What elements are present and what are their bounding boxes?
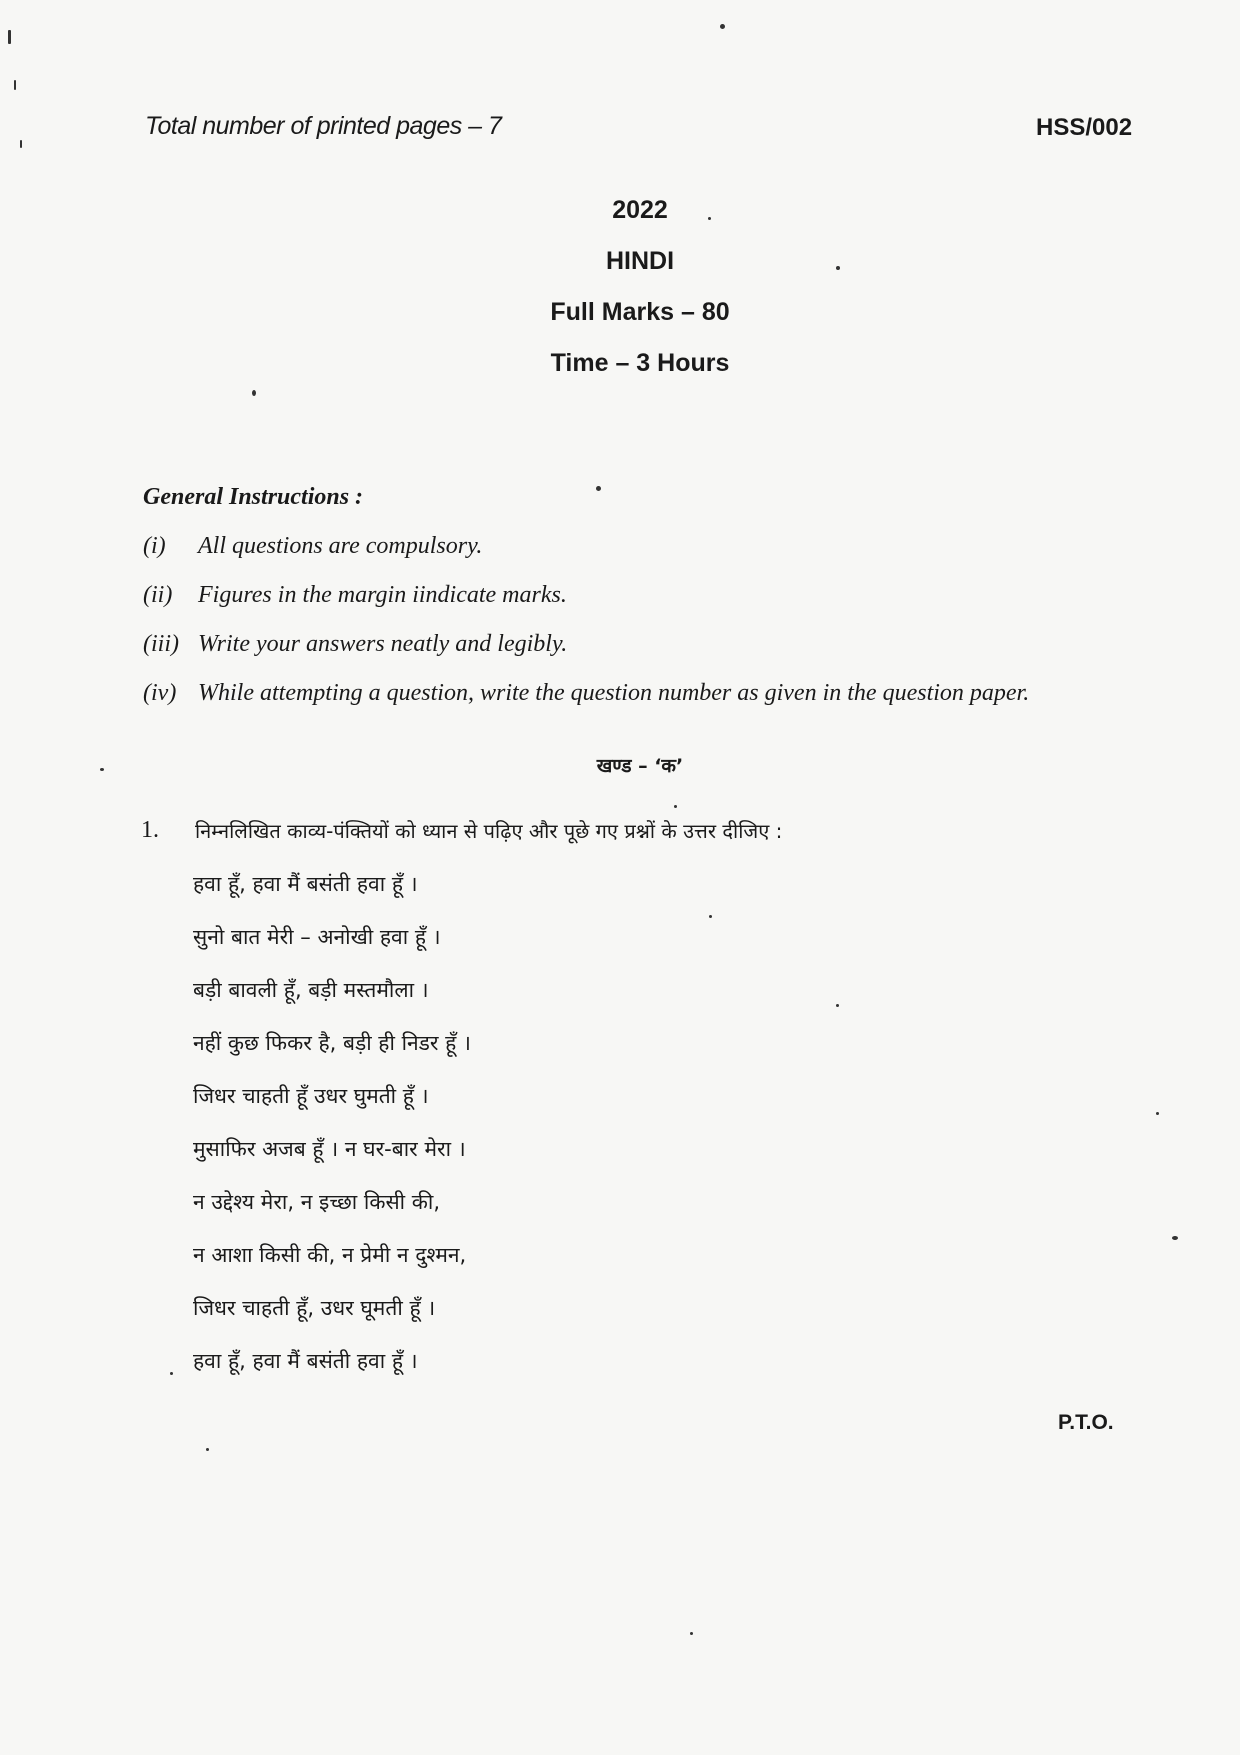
scan-speck <box>690 1632 693 1635</box>
instruction-item <box>143 680 1029 707</box>
poem-line: जिधर चाहती हूँ उधर घुमती हूँ । <box>193 1084 429 1108</box>
poem-line: बड़ी बावली हूँ, बड़ी मस्तमौला । <box>193 978 429 1002</box>
instructions-heading: General Instructions : <box>143 484 364 510</box>
instruction-item <box>143 533 482 560</box>
poem-line: न उद्देश्य मेरा, न इच्छा किसी की, <box>193 1190 441 1214</box>
poem-line: मुसाफिर अजब हूँ । न घर-बार मेरा । <box>193 1137 466 1161</box>
instruction-text: While attempting a question, write the question number as given in the question paper. <box>198 680 1030 706</box>
instruction-number: (i) <box>143 533 166 559</box>
question-prompt: निम्नलिखित काव्य-पंक्तियों को ध्यान से पढ़िए और पूछे गए प्रश्नों के उत्तर दीजिए : <box>195 819 783 843</box>
poem-line: हवा हूँ, हवा मैं बसंती हवा हूँ । <box>193 872 418 896</box>
instruction-text: Figures in the margin iindicate marks. <box>198 582 567 608</box>
poem-line: न आशा किसी की, न प्रेमी न दुश्मन, <box>193 1243 467 1267</box>
scan-speck <box>170 1372 173 1375</box>
scan-speck <box>709 915 712 918</box>
instruction-text: Write your answers neatly and legibly. <box>198 631 568 657</box>
scan-speck <box>596 486 601 491</box>
scan-speck <box>1156 1112 1159 1115</box>
instruction-item <box>143 631 567 658</box>
poem-line: जिधर चाहती हूँ, उधर घूमती हूँ । <box>193 1296 436 1320</box>
scan-speck <box>206 1448 209 1451</box>
scan-speck <box>836 1004 839 1007</box>
instruction-text: All questions are compulsory. <box>198 533 483 559</box>
printed-pages-note: Total number of printed pages – 7 <box>145 112 502 140</box>
scan-speck <box>8 30 11 44</box>
scan-speck <box>252 390 256 396</box>
poem-line: हवा हूँ, हवा मैं बसंती हवा हूँ । <box>193 1349 418 1373</box>
scan-speck <box>20 140 22 148</box>
scan-speck <box>708 217 711 220</box>
scan-speck <box>674 805 677 808</box>
instruction-number: (iv) <box>143 680 177 706</box>
exam-time: Time – 3 Hours <box>550 349 730 377</box>
instruction-number: (ii) <box>143 582 173 608</box>
question-number: 1. <box>141 817 159 843</box>
scan-speck <box>14 80 16 90</box>
instruction-item <box>143 582 567 609</box>
scan-speck <box>100 768 104 771</box>
scan-speck <box>1172 1236 1178 1240</box>
scan-speck <box>720 24 725 29</box>
instruction-number: (iii) <box>143 631 179 657</box>
full-marks: Full Marks – 80 <box>550 298 730 326</box>
exam-year: 2022 <box>612 196 668 224</box>
exam-subject: HINDI <box>605 247 675 275</box>
poem-line: सुनो बात मेरी – अनोखी हवा हूँ । <box>193 925 441 949</box>
section-title: खण्ड – ‘क’ <box>596 755 684 777</box>
scan-speck <box>836 266 840 270</box>
paper-code: HSS/002 <box>1036 114 1133 141</box>
poem-line: नहीं कुछ फिकर है, बड़ी ही निडर हूँ । <box>193 1031 471 1055</box>
please-turn-over: P.T.O. <box>1058 1411 1114 1434</box>
